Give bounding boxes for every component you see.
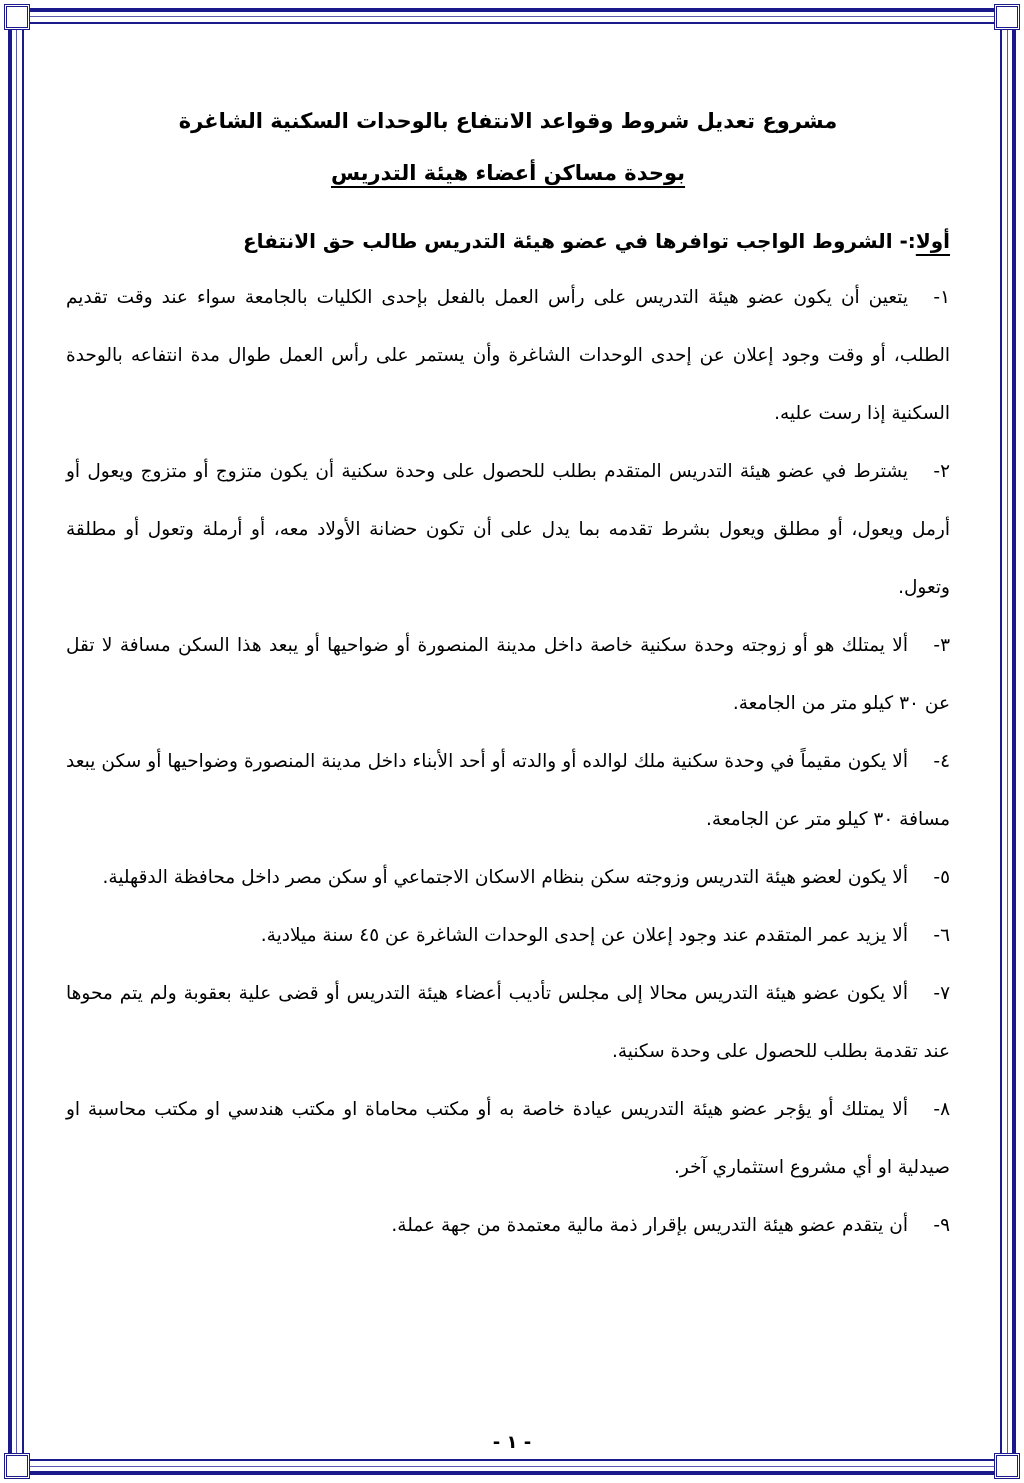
list-item xyxy=(66,443,950,617)
section-heading-text: :- الشروط الواجب توافرها في عضو هيئة التدريس طالب حق الانتفاع xyxy=(242,229,916,254)
border-corner-ornament xyxy=(994,4,1020,30)
item-number: ٨- xyxy=(933,1099,950,1121)
conditions-list xyxy=(66,269,950,1255)
document-body xyxy=(66,108,950,1255)
document-subtitle-text: بوحدة مساكن أعضاء هيئة التدريس xyxy=(330,161,686,186)
list-item xyxy=(66,733,950,849)
item-number: ٦- xyxy=(933,925,950,947)
item-text: ألا يكون لعضو هيئة التدريس وزوجته سكن بنظام الاسكان الاجتماعي أو سكن مصر داخل محافظة الدقهلية. xyxy=(102,867,908,889)
item-text: يشترط في عضو هيئة التدريس المتقدم بطلب للحصول على وحدة سكنية أن يكون متزوج أو متزوج ويعول أو أرمل ويعول، أو مطلق ويعول بشرط تقدمه بما يدل على أن تكون حضانة الأولاد معه، أو أرملة وتعول أو مطلقة وتعول. xyxy=(66,461,950,599)
section-label: أولا xyxy=(915,229,950,254)
document-title: مشروع تعديل شروط وقواعد الانتفاع بالوحدات السكنية الشاغرة xyxy=(178,109,838,133)
item-text: يتعين أن يكون عضو هيئة التدريس على رأس العمل بالفعل بإحدى الكليات بالجامعة سواء عند وقت تقديم الطلب، أو وقت وجود إعلان عن إحدى الوحدات الشاغرة وأن يستمر على رأس العمل طوال مدة انتفاعه بالوحدة السكنية إذا رست عليه. xyxy=(66,287,950,425)
item-text: ألا يمتلك هو أو زوجته وحدة سكنية خاصة داخل مدينة المنصورة أو ضواحيها أو يبعد هذا السكن مسافة لا تقل عن ٣٠ كيلو متر من الجامعة. xyxy=(66,635,950,715)
section-heading xyxy=(66,229,950,253)
border-corner-ornament xyxy=(4,1453,30,1479)
item-text: ألا يزيد عمر المتقدم عند وجود إعلان عن إحدى الوحدات الشاغرة عن ٤٥ سنة ميلادية. xyxy=(260,925,908,947)
list-item xyxy=(66,1197,950,1255)
list-item xyxy=(66,269,950,443)
item-text: أن يتقدم عضو هيئة التدريس بإقرار ذمة مالية معتمدة من جهة عملة. xyxy=(391,1215,908,1237)
list-item xyxy=(66,965,950,1081)
page-number: - ١ - xyxy=(492,1432,532,1453)
item-number: ٣- xyxy=(933,635,950,657)
item-text: ألا يكون عضو هيئة التدريس محالا إلى مجلس تأديب أعضاء هيئة التدريس أو قضى علية بعقوبة ولم يتم محوها عند تقدمة بطلب للحصول على وحدة سكنية. xyxy=(66,983,950,1063)
item-number: ٤- xyxy=(933,751,950,773)
border-corner-ornament xyxy=(4,4,30,30)
document-subtitle xyxy=(66,161,950,185)
item-number: ١- xyxy=(933,287,950,309)
item-number: ٩- xyxy=(933,1215,950,1237)
list-item xyxy=(66,617,950,733)
item-number: ٧- xyxy=(933,983,950,1005)
list-item xyxy=(66,907,950,965)
item-text: ألا يمتلك أو يؤجر عضو هيئة التدريس عيادة خاصة به أو مكتب محاماة او مكتب هندسي او مكتب محاسبة او صيدلية او أي مشروع استثماري آخر. xyxy=(66,1099,950,1179)
list-item xyxy=(66,849,950,907)
item-number: ٥- xyxy=(933,867,950,889)
list-item xyxy=(66,1081,950,1197)
item-text: ألا يكون مقيماً في وحدة سكنية ملك لوالده أو والدته أو أحد الأبناء داخل مدينة المنصورة وضواحيها أو سكن يبعد مسافة ٣٠ كيلو متر عن الجامعة. xyxy=(66,751,950,831)
item-number: ٢- xyxy=(933,461,950,483)
border-corner-ornament xyxy=(994,1453,1020,1479)
